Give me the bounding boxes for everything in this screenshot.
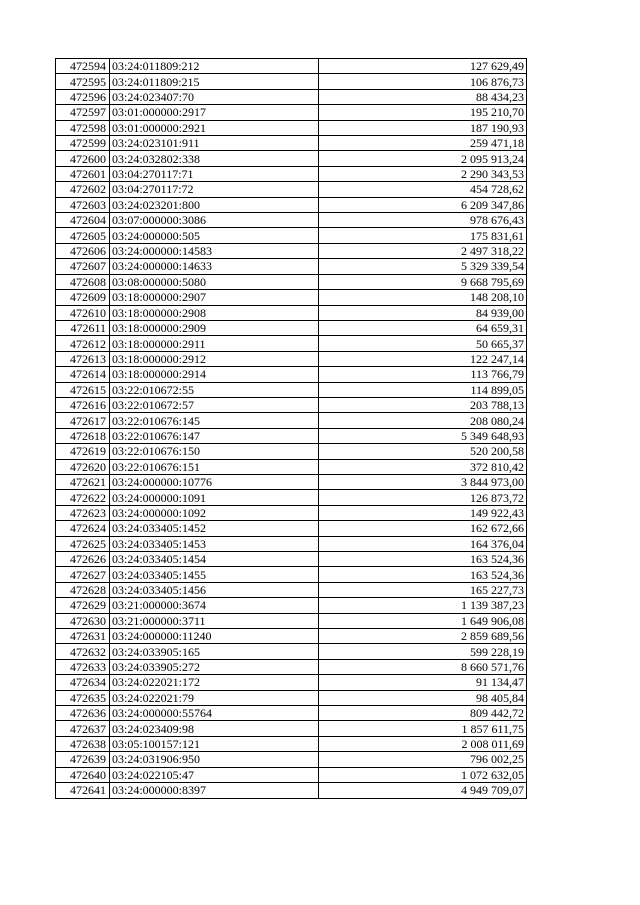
amount-cell: 106 876,73 [319, 74, 527, 89]
amount-cell: 98 405,84 [319, 690, 527, 705]
amount-cell: 203 788,13 [319, 397, 527, 412]
amount-cell: 2 497 318,22 [319, 243, 527, 258]
cadastral-number-cell: 03:24:000000:55764 [110, 706, 319, 721]
cadastral-number-cell: 03:18:000000:2914 [110, 367, 319, 382]
data-table-body [56, 59, 527, 799]
amount-cell: 259 471,18 [319, 136, 527, 151]
table-row [56, 259, 527, 274]
cadastral-number-cell: 03:24:022021:172 [110, 675, 319, 690]
row-id-cell: 472594 [56, 59, 110, 74]
table-row [56, 598, 527, 613]
table-row [56, 213, 527, 228]
table-row [56, 428, 527, 443]
amount-cell: 162 672,66 [319, 521, 527, 536]
row-id-cell: 472603 [56, 197, 110, 212]
amount-cell: 114 899,05 [319, 382, 527, 397]
row-id-cell: 472613 [56, 351, 110, 366]
cadastral-number-cell: 03:24:011809:215 [110, 74, 319, 89]
cadastral-number-cell: 03:24:000000:14633 [110, 259, 319, 274]
row-id-cell: 472609 [56, 290, 110, 305]
row-id-cell: 472606 [56, 243, 110, 258]
cadastral-number-cell: 03:01:000000:2921 [110, 120, 319, 135]
row-id-cell: 472628 [56, 582, 110, 597]
amount-cell: 2 008 011,69 [319, 736, 527, 751]
amount-cell: 175 831,61 [319, 228, 527, 243]
cadastral-number-cell: 03:24:033405:1453 [110, 536, 319, 551]
cadastral-number-cell: 03:24:033405:1452 [110, 521, 319, 536]
amount-cell: 1 649 906,08 [319, 613, 527, 628]
table-row [56, 505, 527, 520]
row-id-cell: 472615 [56, 382, 110, 397]
cadastral-number-cell: 03:22:010676:151 [110, 459, 319, 474]
cadastral-number-cell: 03:18:000000:2911 [110, 336, 319, 351]
row-id-cell: 472597 [56, 105, 110, 120]
amount-cell: 195 210,70 [319, 105, 527, 120]
table-row [56, 521, 527, 536]
row-id-cell: 472632 [56, 644, 110, 659]
cadastral-number-cell: 03:22:010672:55 [110, 382, 319, 397]
amount-cell: 163 524,36 [319, 552, 527, 567]
cadastral-number-cell: 03:05:100157:121 [110, 736, 319, 751]
table-row [56, 305, 527, 320]
row-id-cell: 472600 [56, 151, 110, 166]
row-id-cell: 472629 [56, 598, 110, 613]
cadastral-number-cell: 03:24:000000:1092 [110, 505, 319, 520]
cadastral-number-cell: 03:22:010676:145 [110, 413, 319, 428]
table-row [56, 675, 527, 690]
amount-cell: 978 676,43 [319, 213, 527, 228]
cadastral-number-cell: 03:24:000000:11240 [110, 629, 319, 644]
row-id-cell: 472620 [56, 459, 110, 474]
amount-cell: 796 002,25 [319, 752, 527, 767]
row-id-cell: 472619 [56, 444, 110, 459]
row-id-cell: 472625 [56, 536, 110, 551]
table-row [56, 413, 527, 428]
table-row [56, 182, 527, 197]
amount-cell: 91 134,47 [319, 675, 527, 690]
amount-cell: 454 728,62 [319, 182, 527, 197]
row-id-cell: 472611 [56, 320, 110, 335]
cadastral-number-cell: 03:24:031906:950 [110, 752, 319, 767]
amount-cell: 8 660 571,76 [319, 659, 527, 674]
table-row [56, 736, 527, 751]
row-id-cell: 472614 [56, 367, 110, 382]
amount-cell: 6 209 347,86 [319, 197, 527, 212]
cadastral-number-cell: 03:18:000000:2909 [110, 320, 319, 335]
cadastral-number-cell: 03:08:000000:5080 [110, 274, 319, 289]
table-row [56, 120, 527, 135]
row-id-cell: 472616 [56, 397, 110, 412]
table-row [56, 105, 527, 120]
cadastral-number-cell: 03:22:010676:147 [110, 428, 319, 443]
table-row [56, 629, 527, 644]
row-id-cell: 472599 [56, 136, 110, 151]
amount-cell: 3 844 973,00 [319, 474, 527, 489]
row-id-cell: 472627 [56, 567, 110, 582]
amount-cell: 127 629,49 [319, 59, 527, 74]
table-row [56, 459, 527, 474]
cadastral-number-cell: 03:24:033405:1454 [110, 552, 319, 567]
cadastral-number-cell: 03:21:000000:3674 [110, 598, 319, 613]
cadastral-number-cell: 03:24:022021:79 [110, 690, 319, 705]
row-id-cell: 472630 [56, 613, 110, 628]
row-id-cell: 472624 [56, 521, 110, 536]
row-id-cell: 472604 [56, 213, 110, 228]
table-row [56, 382, 527, 397]
amount-cell: 1 857 611,75 [319, 721, 527, 736]
table-row [56, 290, 527, 305]
table-row [56, 136, 527, 151]
data-table [55, 58, 527, 799]
table-row [56, 783, 527, 798]
table-row [56, 89, 527, 104]
table-row [56, 613, 527, 628]
cadastral-number-cell: 03:24:023101:911 [110, 136, 319, 151]
cadastral-number-cell: 03:24:023407:70 [110, 89, 319, 104]
row-id-cell: 472607 [56, 259, 110, 274]
amount-cell: 165 227,73 [319, 582, 527, 597]
row-id-cell: 472595 [56, 74, 110, 89]
cadastral-number-cell: 03:24:023201:800 [110, 197, 319, 212]
table-row [56, 659, 527, 674]
cadastral-number-cell: 03:24:032802:338 [110, 151, 319, 166]
row-id-cell: 472639 [56, 752, 110, 767]
cadastral-number-cell: 03:24:033905:272 [110, 659, 319, 674]
table-row [56, 228, 527, 243]
amount-cell: 149 922,43 [319, 505, 527, 520]
row-id-cell: 472621 [56, 474, 110, 489]
row-id-cell: 472623 [56, 505, 110, 520]
table-row [56, 767, 527, 782]
table-row [56, 320, 527, 335]
cadastral-number-cell: 03:24:011809:212 [110, 59, 319, 74]
amount-cell: 163 524,36 [319, 567, 527, 582]
cadastral-number-cell: 03:18:000000:2912 [110, 351, 319, 366]
amount-cell: 50 665,37 [319, 336, 527, 351]
amount-cell: 113 766,79 [319, 367, 527, 382]
row-id-cell: 472626 [56, 552, 110, 567]
row-id-cell: 472631 [56, 629, 110, 644]
row-id-cell: 472636 [56, 706, 110, 721]
row-id-cell: 472638 [56, 736, 110, 751]
table-row [56, 197, 527, 212]
table-row [56, 274, 527, 289]
amount-cell: 84 939,00 [319, 305, 527, 320]
amount-cell: 520 200,58 [319, 444, 527, 459]
table-row [56, 690, 527, 705]
table-row [56, 336, 527, 351]
table-row [56, 721, 527, 736]
table-row [56, 644, 527, 659]
table-row [56, 752, 527, 767]
row-id-cell: 472635 [56, 690, 110, 705]
table-row [56, 74, 527, 89]
table-row [56, 552, 527, 567]
amount-cell: 187 190,93 [319, 120, 527, 135]
table-row [56, 151, 527, 166]
row-id-cell: 472602 [56, 182, 110, 197]
row-id-cell: 472596 [56, 89, 110, 104]
amount-cell: 809 442,72 [319, 706, 527, 721]
amount-cell: 208 080,24 [319, 413, 527, 428]
table-row [56, 536, 527, 551]
row-id-cell: 472610 [56, 305, 110, 320]
amount-cell: 5 329 339,54 [319, 259, 527, 274]
cadastral-number-cell: 03:24:000000:8397 [110, 783, 319, 798]
cadastral-number-cell: 03:24:000000:1091 [110, 490, 319, 505]
amount-cell: 372 810,42 [319, 459, 527, 474]
cadastral-number-cell: 03:18:000000:2907 [110, 290, 319, 305]
amount-cell: 164 376,04 [319, 536, 527, 551]
row-id-cell: 472608 [56, 274, 110, 289]
cadastral-number-cell: 03:18:000000:2908 [110, 305, 319, 320]
row-id-cell: 472598 [56, 120, 110, 135]
cadastral-number-cell: 03:24:033405:1456 [110, 582, 319, 597]
table-row [56, 243, 527, 258]
cadastral-number-cell: 03:24:000000:14583 [110, 243, 319, 258]
cadastral-number-cell: 03:24:023409:98 [110, 721, 319, 736]
cadastral-number-cell: 03:04:270117:71 [110, 166, 319, 181]
amount-cell: 148 208,10 [319, 290, 527, 305]
table-row [56, 59, 527, 74]
cadastral-number-cell: 03:21:000000:3711 [110, 613, 319, 628]
cadastral-number-cell: 03:01:000000:2917 [110, 105, 319, 120]
amount-cell: 599 228,19 [319, 644, 527, 659]
cadastral-number-cell: 03:07:000000:3086 [110, 213, 319, 228]
cadastral-number-cell: 03:24:022105:47 [110, 767, 319, 782]
cadastral-number-cell: 03:24:000000:505 [110, 228, 319, 243]
table-row [56, 490, 527, 505]
table-row [56, 706, 527, 721]
table-row [56, 397, 527, 412]
cadastral-number-cell: 03:22:010672:57 [110, 397, 319, 412]
amount-cell: 126 873,72 [319, 490, 527, 505]
amount-cell: 1 139 387,23 [319, 598, 527, 613]
row-id-cell: 472637 [56, 721, 110, 736]
table-row [56, 567, 527, 582]
cadastral-number-cell: 03:24:000000:10776 [110, 474, 319, 489]
amount-cell: 88 434,23 [319, 89, 527, 104]
table-row [56, 474, 527, 489]
table-row [56, 582, 527, 597]
amount-cell: 2 095 913,24 [319, 151, 527, 166]
table-row [56, 367, 527, 382]
amount-cell: 1 072 632,05 [319, 767, 527, 782]
amount-cell: 9 668 795,69 [319, 274, 527, 289]
amount-cell: 64 659,31 [319, 320, 527, 335]
amount-cell: 122 247,14 [319, 351, 527, 366]
row-id-cell: 472618 [56, 428, 110, 443]
cadastral-number-cell: 03:24:033905:165 [110, 644, 319, 659]
row-id-cell: 472612 [56, 336, 110, 351]
table-row [56, 351, 527, 366]
row-id-cell: 472641 [56, 783, 110, 798]
row-id-cell: 472622 [56, 490, 110, 505]
row-id-cell: 472633 [56, 659, 110, 674]
cadastral-number-cell: 03:22:010676:150 [110, 444, 319, 459]
table-row [56, 444, 527, 459]
amount-cell: 2 290 343,53 [319, 166, 527, 181]
amount-cell: 5 349 648,93 [319, 428, 527, 443]
row-id-cell: 472601 [56, 166, 110, 181]
row-id-cell: 472634 [56, 675, 110, 690]
row-id-cell: 472605 [56, 228, 110, 243]
row-id-cell: 472617 [56, 413, 110, 428]
table-row [56, 166, 527, 181]
cadastral-number-cell: 03:24:033405:1455 [110, 567, 319, 582]
amount-cell: 4 949 709,07 [319, 783, 527, 798]
cadastral-number-cell: 03:04:270117:72 [110, 182, 319, 197]
amount-cell: 2 859 689,56 [319, 629, 527, 644]
row-id-cell: 472640 [56, 767, 110, 782]
